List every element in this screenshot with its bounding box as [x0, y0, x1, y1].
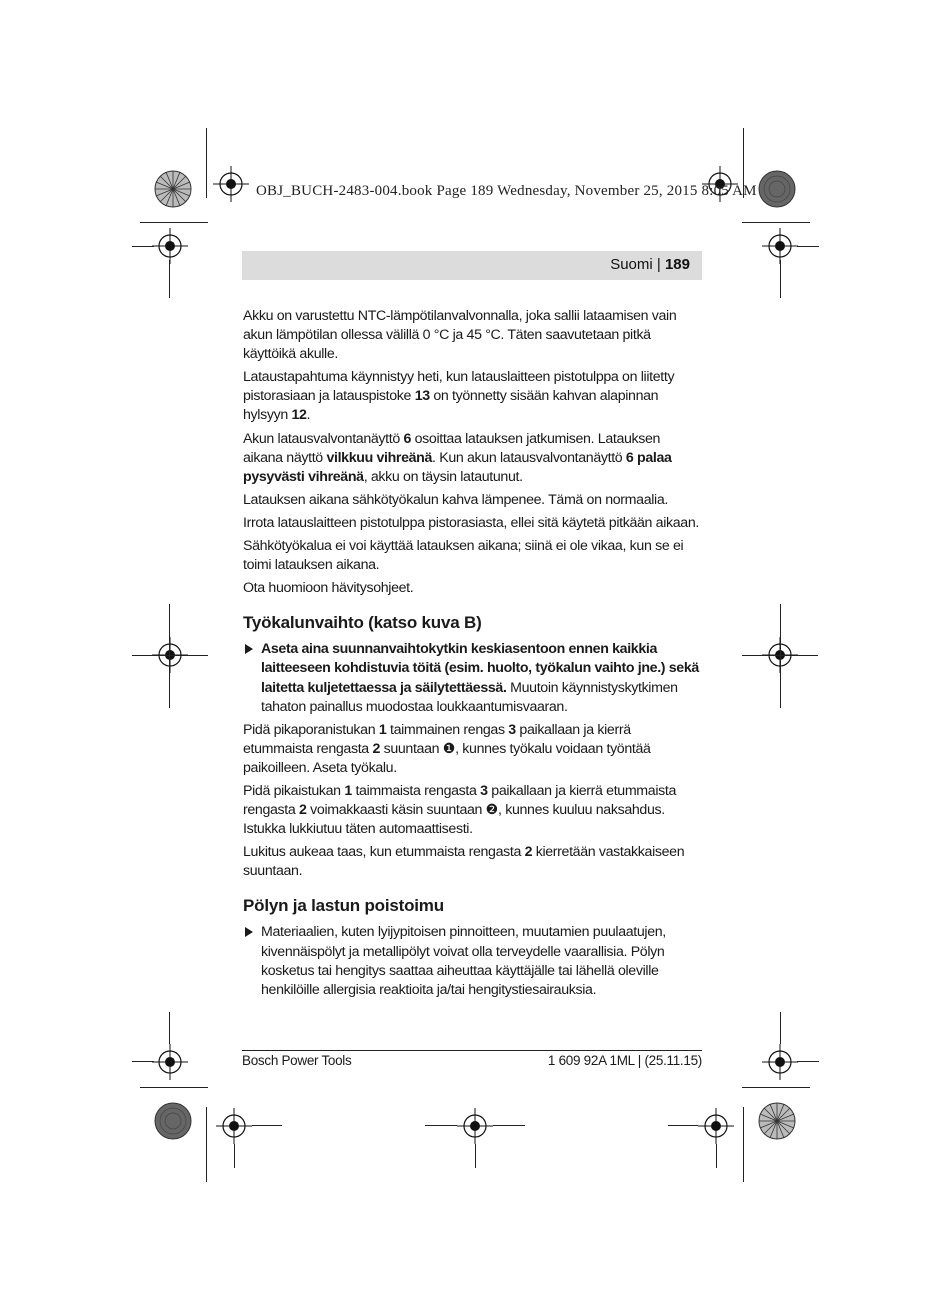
registration-mark-icon: [762, 228, 798, 264]
paragraph: Ota huomioon hävitysohjeet.: [243, 580, 414, 597]
crop-line: [742, 1087, 810, 1088]
registration-mark-icon: [762, 1044, 798, 1080]
crop-line: [206, 128, 207, 198]
crop-line: [797, 1061, 819, 1062]
footer-rule: [242, 1050, 702, 1051]
paragraph: Latauksen aikana sähkötyökalun kahva lämpenee. Tämä on normaalia.: [243, 491, 668, 508]
crop-line: [425, 1125, 457, 1126]
paragraph: Pidä pikaistukan 1 taimmaista rengasta 3 paikallaan ja kierrä etummaista rengasta 2 voimakkaasti käsin suuntaan ❷, kunnes kuuluu naksahdus. Istukka lukkiutuu täten automaattisesti.: [243, 782, 676, 838]
crop-line: [668, 1125, 698, 1126]
footer-doc-id: 1 609 92A 1ML | (25.11.15): [547, 1053, 702, 1068]
registration-mark-icon: [152, 228, 188, 264]
crop-line: [169, 604, 170, 708]
footer-brand: Bosch Power Tools: [242, 1053, 352, 1068]
crop-line: [742, 222, 810, 223]
crop-line: [780, 1012, 781, 1044]
paragraph: Lukitus aukeaa taas, kun etummaista rengasta 2 kierretään vastakkaiseen suuntaan.: [243, 844, 685, 880]
warning-bullet: Aseta aina suunnanvaihtokytkin keskiasentoon ennen kaikkia laitteeseen kohdistuvia töitä (esim. huolto, työkalun vaihto jne.) sekä laitetta kuljetettaessa ja säilytettäessä. Muutoin käynnistyskytkimen tahaton painallus muodostaa loukkaantumisvaaran.: [243, 640, 702, 716]
color-wheel-icon-bottom-right: [758, 1102, 796, 1140]
crop-line: [493, 1125, 525, 1126]
color-wheel-icon-top-right: [758, 170, 796, 208]
paragraph: Irrota latauslaitteen pistotulppa pistorasiasta, ellei sitä käytetä pitkään aikaan.: [243, 514, 699, 531]
paragraph: Sähkötyökalua ei voi käyttää latauksen aikana; siinä ei ole vikaa, kun se ei toimi latauksen aikana.: [243, 538, 684, 574]
bullet-triangle-icon: [245, 927, 253, 937]
paragraph: Akku on varustettu NTC-lämpötilanvalvonnalla, joka sallii lataamisen vain akun lämpötilan ollessa välillä 0 °C ja 45 °C. Täten saavutetaan pitkä käyttöikä akulle.: [243, 308, 677, 363]
registration-mark-icon: [457, 1108, 493, 1144]
color-wheel-icon-top-left: [154, 170, 192, 208]
header-text: [610, 256, 690, 273]
page-number: 189: [664, 256, 690, 273]
crop-line: [742, 655, 818, 656]
crop-line: [475, 1144, 476, 1168]
crop-line: [140, 222, 208, 223]
crop-line: [169, 1012, 170, 1044]
page-body: [243, 307, 702, 1004]
paragraph: Akun latausvalvontanäyttö 6 osoittaa latauksen jatkumisen. Latauksen aikana näyttö vilkkuu vihreänä. Kun akun latausvalvontanäyttö 6 palaa pysyvästi vihreänä, akku on täysin latautunut.: [243, 430, 672, 485]
crop-line: [797, 246, 819, 247]
header-language: Suomi: [610, 256, 653, 273]
crop-line: [743, 1107, 744, 1182]
registration-mark-icon: [213, 166, 249, 202]
crop-line: [140, 1087, 208, 1088]
crop-line: [132, 655, 208, 656]
color-wheel-icon-bottom-left: [154, 1102, 192, 1140]
crop-line: [132, 1061, 154, 1062]
running-header: [242, 251, 702, 280]
warning-bullet: Materiaalien, kuten lyijypitoisen pinnoitteen, muutamien puulaatujen, kivennäispölyt ja metallipölyt voivat olla terveydelle vaarallisia. Pölyn kosketus tai hengitys saattaa aiheuttaa käyttäjälle tai lähellä oleville henkilöille allergisia reaktioita ja/tai hengitystiesairauksia.: [243, 923, 702, 999]
registration-mark-icon: [216, 1108, 252, 1144]
crop-line: [780, 604, 781, 708]
crop-line: [206, 1107, 207, 1182]
bullet-triangle-icon: [245, 644, 253, 654]
section-heading: Työkalunvaihto (katso kuva B): [243, 613, 482, 633]
header-separator: |: [652, 256, 665, 273]
crop-line: [780, 260, 781, 298]
crop-line: [132, 246, 154, 247]
registration-mark-icon: [698, 1108, 734, 1144]
paragraph: Pidä pikaporanistukan 1 taimmainen rengas 3 paikallaan ja kierrä etummaista rengasta 2 suuntaan ❶, kunnes työkalu voidaan työntää paikoilleen. Aseta työkalu.: [243, 721, 651, 776]
crop-line: [716, 1144, 717, 1168]
file-info-slug: OBJ_BUCH-2483-004.book Page 189 Wednesday, November 25, 2015 8:05 AM: [256, 183, 757, 199]
crop-line: [234, 1144, 235, 1168]
crop-line: [169, 260, 170, 298]
section-heading: Pölyn ja lastun poistoimu: [243, 896, 444, 916]
paragraph: Lataustapahtuma käynnistyy heti, kun latauslaitteen pistotulppa on liitetty pistorasiaan ja latauspistoke 13 on työnnetty sisään kahvan alapinnan hylsyyn 12.: [243, 369, 675, 424]
registration-mark-icon: [152, 1044, 188, 1080]
crop-line: [252, 1125, 282, 1126]
